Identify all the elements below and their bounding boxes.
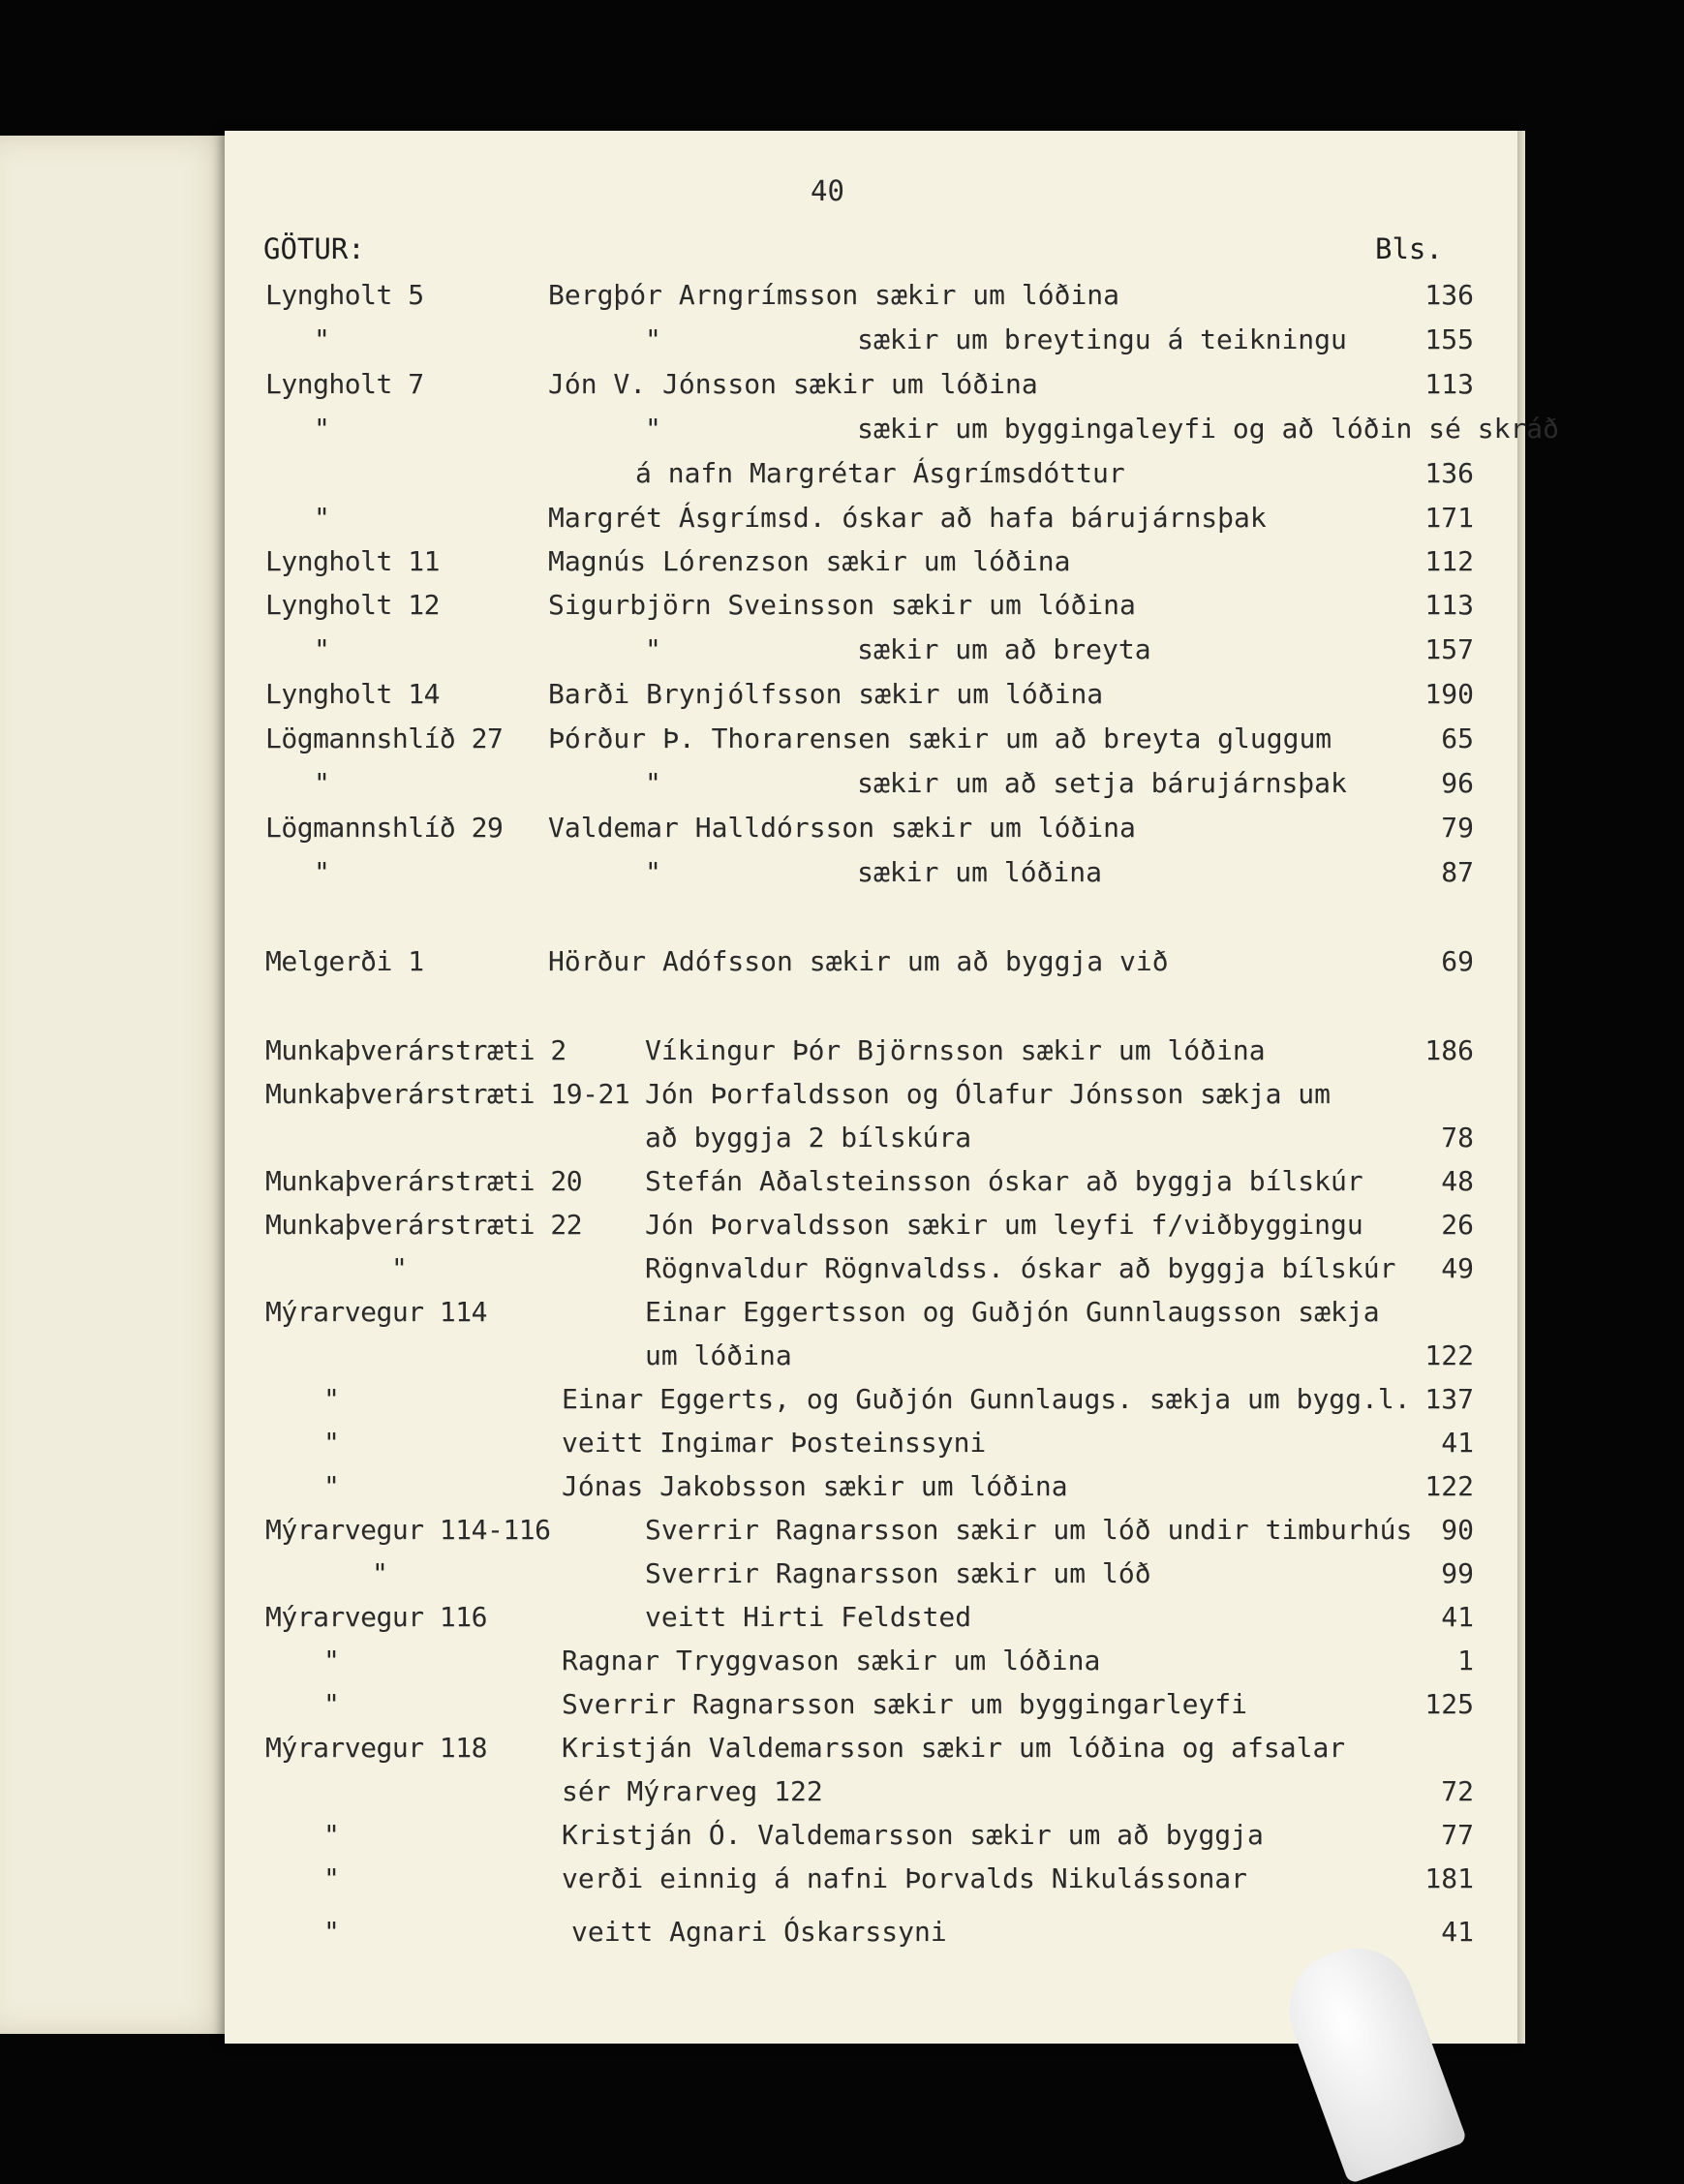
- street-name: ": [323, 1645, 340, 1676]
- entry-description: Einar Eggerts, og Guðjón Gunnlaugs. sækja um bygg.l.: [562, 1383, 1411, 1415]
- index-row: [225, 454, 1517, 497]
- street-name: Melgerði 1: [265, 945, 424, 977]
- index-row: [225, 1816, 1517, 1859]
- entry-description: Bergþór Arngrímsson sækir um lóðina: [548, 279, 1120, 311]
- street-name: Munkaþverárstræti 20: [265, 1165, 583, 1197]
- index-row: [225, 1075, 1517, 1118]
- entry-description: Kristján Ó. Valdemarsson sækir um að byggja: [562, 1819, 1264, 1851]
- entry-description: Þórður Þ. Thorarensen sækir um að breyta gluggum: [548, 723, 1332, 754]
- page-reference: 181: [1424, 1862, 1474, 1894]
- street-name: Lyngholt 11: [265, 545, 440, 577]
- entry-description: veitt Agnari Óskarssyni: [571, 1916, 947, 1948]
- street-name: Munkaþverárstræti 19-21: [265, 1078, 630, 1110]
- street-name: ": [323, 1819, 340, 1851]
- page-reference: 65: [1441, 723, 1474, 754]
- street-name: Mýrarvegur 114: [265, 1296, 488, 1328]
- entry-description: Barði Brynjólfsson sækir um lóðina: [548, 678, 1104, 710]
- street-name: Lyngholt 12: [265, 589, 440, 621]
- index-row: [225, 1467, 1517, 1510]
- page-reference: 136: [1424, 279, 1474, 311]
- index-row: [225, 499, 1517, 541]
- entry-description: Sverrir Ragnarsson sækir um byggingarleyfi: [562, 1688, 1248, 1720]
- index-row: [225, 1162, 1517, 1205]
- document-page: [225, 131, 1560, 2044]
- page-reference: 112: [1424, 545, 1474, 577]
- entry-description: Víkingur Þór Björnsson sækir um lóðina: [645, 1034, 1266, 1066]
- page-reference: 90: [1441, 1514, 1474, 1546]
- street-name: ": [323, 1688, 340, 1720]
- entry-description: veitt Ingimar Þosteinssyni: [562, 1427, 987, 1459]
- index-row: [225, 1119, 1517, 1161]
- page-reference: 113: [1424, 368, 1474, 400]
- street-name: ": [323, 1427, 340, 1459]
- entry-description: " sækir um lóðina: [645, 856, 1103, 888]
- street-name: Mýrarvegur 118: [265, 1732, 488, 1764]
- entry-description: um lóðina: [645, 1339, 792, 1371]
- index-row: [225, 720, 1517, 762]
- entry-description: Einar Eggertsson og Guðjón Gunnlaugsson sækja: [645, 1296, 1380, 1328]
- page-reference: 69: [1441, 945, 1474, 977]
- street-name: Mýrarvegur 116: [265, 1601, 488, 1633]
- page-reference: 137: [1424, 1383, 1474, 1415]
- page-reference: 72: [1441, 1775, 1474, 1807]
- page-reference: 49: [1441, 1252, 1474, 1284]
- page-reference: 99: [1441, 1557, 1474, 1589]
- page-reference: 41: [1441, 1916, 1474, 1948]
- entry-description: " sækir um að setja bárujárnsþak: [645, 767, 1347, 799]
- street-name: Lyngholt 5: [265, 279, 424, 311]
- entry-description: Magnús Lórenzson sækir um lóðina: [548, 545, 1071, 577]
- index-row: [225, 276, 1517, 319]
- index-row: [225, 764, 1517, 807]
- page-reference: 77: [1441, 1819, 1474, 1851]
- street-name: Lögmannshlíð 29: [265, 812, 504, 844]
- index-row: [225, 1511, 1517, 1553]
- index-row: [225, 631, 1517, 673]
- index-row: [225, 1598, 1517, 1641]
- index-row: [225, 586, 1517, 629]
- index-row: [225, 1554, 1517, 1597]
- page-reference: 122: [1424, 1339, 1474, 1371]
- street-name: Lyngholt 14: [265, 678, 440, 710]
- page-reference: 122: [1424, 1470, 1474, 1502]
- page-reference: 87: [1441, 856, 1474, 888]
- street-name: ": [391, 1252, 408, 1284]
- index-row: [225, 321, 1517, 363]
- street-name: Lögmannshlíð 27: [265, 723, 504, 754]
- street-name: Lyngholt 7: [265, 368, 424, 400]
- entry-description: Kristján Valdemarsson sækir um lóðina og afsalar: [562, 1732, 1346, 1764]
- page-reference: 78: [1441, 1122, 1474, 1154]
- entry-description: Jón V. Jónsson sækir um lóðina: [548, 368, 1038, 400]
- page-reference: 113: [1424, 589, 1474, 621]
- index-row: [225, 809, 1517, 851]
- entry-description: Sverrir Ragnarsson sækir um lóð undir timburhús: [645, 1514, 1413, 1546]
- entry-description: veitt Hirti Feldsted: [645, 1601, 972, 1633]
- page-number: 40: [811, 174, 844, 207]
- entry-description: á nafn Margrétar Ásgrímsdóttur: [635, 457, 1125, 489]
- index-row: [225, 1249, 1517, 1292]
- entry-description: Hörður Adófsson sækir um að byggja við: [548, 945, 1169, 977]
- street-column-header: GÖTUR:: [263, 232, 365, 265]
- page-reference: 48: [1441, 1165, 1474, 1197]
- street-name: ": [323, 1862, 340, 1894]
- street-name: ": [314, 856, 330, 888]
- index-row: [225, 1337, 1517, 1379]
- entry-description: " sækir um breytingu á teikningu: [645, 323, 1347, 355]
- index-row: [225, 1642, 1517, 1684]
- index-row: [225, 1860, 1517, 1902]
- index-row: [225, 1424, 1517, 1466]
- index-row: [225, 675, 1517, 718]
- entry-description: Rögnvaldur Rögnvaldss. óskar að byggja bílskúr: [645, 1252, 1396, 1284]
- page-reference: 125: [1424, 1688, 1474, 1720]
- page-column-header: Bls.: [1375, 232, 1443, 265]
- index-row: [225, 1772, 1517, 1815]
- street-name: Mýrarvegur 114-116: [265, 1514, 551, 1546]
- index-row: [225, 410, 1560, 452]
- entry-description: Jónas Jakobsson sækir um lóðina: [562, 1470, 1068, 1502]
- index-row: [225, 1913, 1517, 1955]
- index-row: [225, 1031, 1517, 1074]
- entry-description: Jón Þorfaldsson og Ólafur Jónsson sækja um: [645, 1078, 1332, 1110]
- index-row: [225, 542, 1517, 585]
- index-row: [225, 942, 1517, 985]
- entry-description: Sverrir Ragnarsson sækir um lóð: [645, 1557, 1151, 1589]
- page-reference: 41: [1441, 1601, 1474, 1633]
- page-reference: 190: [1424, 678, 1474, 710]
- street-name: Munkaþverárstræti 22: [265, 1209, 583, 1241]
- entry-description: verði einnig á nafni Þorvalds Nikulássonar: [562, 1862, 1248, 1894]
- page-reference: 171: [1424, 502, 1474, 534]
- index-row: [225, 1685, 1517, 1728]
- entry-description: Margrét Ásgrímsd. óskar að hafa bárujárnsþak: [548, 502, 1267, 534]
- entry-description: sér Mýrarveg 122: [562, 1775, 823, 1807]
- index-row: [225, 1293, 1517, 1336]
- entry-description: " sækir um byggingaleyfi og að lóðin sé skráð: [645, 413, 1560, 445]
- page-reference: 136: [1424, 457, 1474, 489]
- street-name: ": [314, 323, 330, 355]
- street-name: Munkaþverárstræti 2: [265, 1034, 566, 1066]
- street-name: ": [372, 1557, 388, 1589]
- entry-description: Valdemar Halldórsson sækir um lóðina: [548, 812, 1136, 844]
- index-row: [225, 1729, 1517, 1771]
- street-name: ": [314, 633, 330, 665]
- entry-description: " sækir um að breyta: [645, 633, 1151, 665]
- entry-description: að byggja 2 bílskúra: [645, 1122, 972, 1154]
- street-name: ": [314, 413, 330, 445]
- street-name: ": [314, 502, 330, 534]
- street-name: ": [314, 767, 330, 799]
- street-name: ": [323, 1470, 340, 1502]
- entry-description: Stefán Aðalsteinsson óskar að byggja bílskúr: [645, 1165, 1363, 1197]
- index-row: [225, 1206, 1517, 1248]
- entry-description: Ragnar Tryggvason sækir um lóðina: [562, 1645, 1101, 1676]
- left-page-edge: [0, 136, 232, 2034]
- page-reference: 1: [1457, 1645, 1474, 1676]
- page-reference: 157: [1424, 633, 1474, 665]
- index-row: [225, 853, 1517, 896]
- street-name: ": [323, 1916, 340, 1948]
- entry-description: Jón Þorvaldsson sækir um leyfi f/viðbyggingu: [645, 1209, 1363, 1241]
- page-reference: 41: [1441, 1427, 1474, 1459]
- page-reference: 96: [1441, 767, 1474, 799]
- index-row: [225, 365, 1517, 408]
- street-name: ": [323, 1383, 340, 1415]
- entry-description: Sigurbjörn Sveinsson sækir um lóðina: [548, 589, 1136, 621]
- page-reference: 186: [1424, 1034, 1474, 1066]
- index-row: [225, 1380, 1517, 1423]
- page-reference: 26: [1441, 1209, 1474, 1241]
- page-reference: 155: [1424, 323, 1474, 355]
- page-reference: 79: [1441, 812, 1474, 844]
